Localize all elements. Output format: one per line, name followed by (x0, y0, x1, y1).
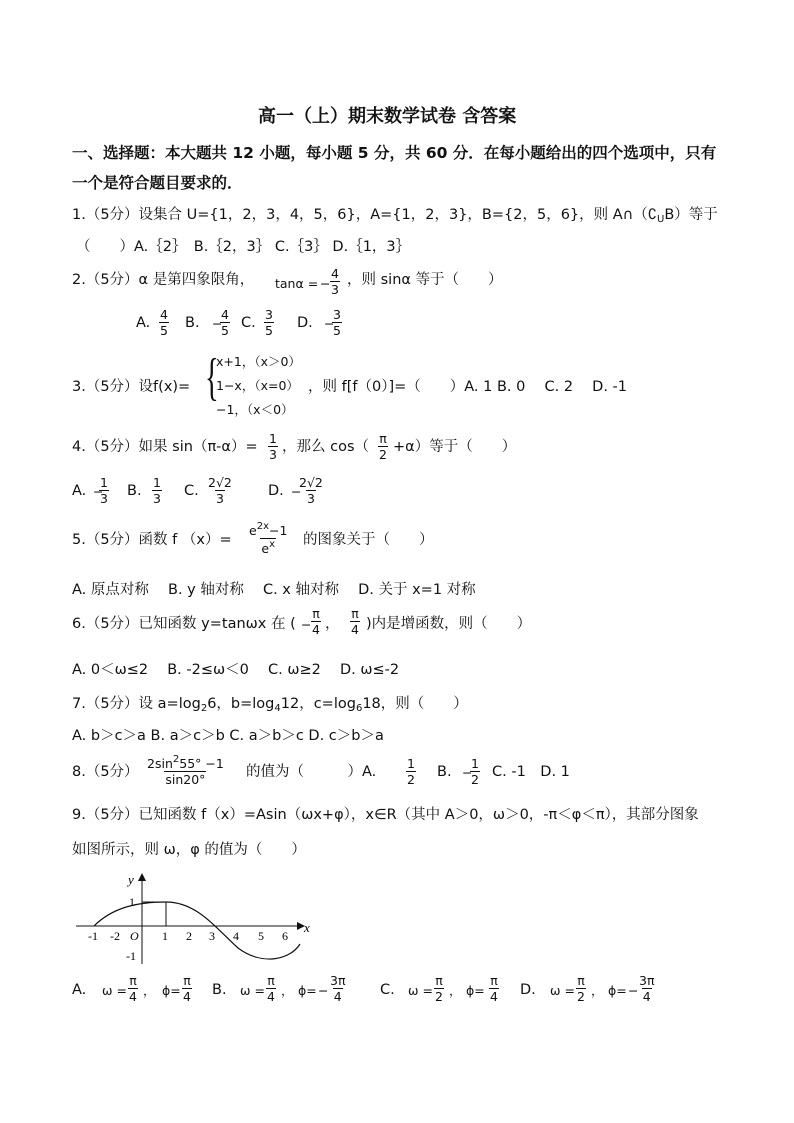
q8-num (146, 755, 225, 771)
q8-b-neg: − (462, 765, 473, 780)
x-axis-label: x (304, 920, 310, 935)
q1-complement-sub: U (657, 214, 665, 225)
question-7-options: A. b＞c＞a B. a＞c＞b C. a＞b＞c D. c＞b＞a (72, 728, 384, 744)
q2-option-c-label: C. (241, 315, 256, 331)
question-6-options: A. 0＜ω≤2 B. -2≤ω＜0 C. ω≥2 D. ω≤-2 (72, 662, 400, 678)
q4-option-d-label: D. (268, 483, 284, 499)
q9-d-w-den: 2 (577, 989, 585, 1005)
q4-option-c-frac (207, 476, 233, 505)
q2-tan: tanα = (275, 276, 319, 291)
q8-b-den: 2 (471, 772, 479, 788)
x-tick-5: 5 (258, 929, 264, 943)
q2-option-b-label: B. (185, 315, 200, 331)
x-tick-1: 1 (162, 929, 168, 943)
q8-option-a-frac (406, 757, 416, 786)
q9-a-phi: ϕ= (162, 983, 181, 998)
q7-b: 6，b=log (207, 696, 275, 712)
q9-c-comma: ， (449, 983, 462, 998)
q4-f1-den: 3 (269, 447, 277, 463)
sine-graph (68, 868, 328, 968)
q9-c-w-den: 2 (435, 989, 443, 1005)
q5-den-sup: x (269, 539, 276, 551)
q4-option-b-label: B. (127, 483, 142, 499)
q5-den-base: e (261, 541, 270, 557)
x-tick-6: 6 (282, 929, 288, 943)
q4-f2-den: 2 (379, 447, 387, 463)
q8-a-den: 2 (407, 772, 415, 788)
q4-option-a-label: A. (72, 483, 87, 499)
question-3-rest: ，则 f[f（0）]=（ ）A. 1 B. 0 C. 2 D. -1 (308, 379, 627, 395)
q7-sub-3: 6 (355, 703, 363, 714)
q4-a-neg: − (93, 484, 104, 499)
section-header-line1: 一、选择题：本大题共 12 小题，每小题 5 分，共 60 分．在每小题给出的四个选项中，只有 (72, 144, 717, 162)
q2-a-num: 4 (160, 307, 168, 322)
q9-a-omega-frac (128, 974, 138, 1003)
q2-option-c-frac (264, 308, 274, 337)
question-9-line1: 9.（5分）已知函数 f（x）=Asin（ωx+φ），x∈R（其中 A＞0，ω＞0，-π＜φ＜π），其部分图象 (72, 807, 699, 823)
question-2-stem-b: ，则 sinα 等于（ ） (347, 272, 503, 288)
q6-f2-num: π (351, 606, 359, 621)
q9-c-omega-frac (434, 974, 444, 1003)
x-tick-2: 2 (186, 929, 192, 943)
q9-c-w-num: π (435, 973, 443, 988)
q9-b-omega: ω = (240, 983, 265, 998)
q4-f2-num: π (379, 431, 387, 446)
q8-den: sin20° (165, 772, 206, 788)
q9-b-w-num: π (267, 973, 275, 988)
q4-frac-1 (268, 432, 278, 461)
q4-option-b-frac (152, 476, 162, 505)
q9-b-comma: ， (281, 983, 294, 998)
q9-b-p-den: 4 (333, 989, 342, 1005)
q2-frac-num: 4 (331, 266, 339, 281)
question-8-rest: C. -1 D. 1 (492, 764, 570, 780)
q5-num-sup: 2x (256, 521, 269, 532)
q7-sub-2: 4 (274, 703, 281, 714)
q4-d-neg: − (291, 484, 302, 499)
question-7-stem (72, 697, 468, 714)
q9-a-p-den: 4 (183, 989, 191, 1005)
question-5-options: A. 原点对称 B. y 轴对称 C. x 轴对称 D. 关于 x=1 对称 (72, 582, 476, 598)
x-tick-3: 3 (209, 929, 215, 943)
question-1-line1 (72, 208, 718, 225)
q2-d-num: 3 (333, 307, 341, 322)
q7-d: 18，则（ ） (362, 696, 468, 712)
q5-num-base: e (249, 523, 257, 538)
q1-text-end: B）等于 (664, 207, 718, 223)
q2-option-d-label: D. (297, 315, 313, 331)
q6-f2-den: 4 (351, 622, 359, 638)
question-8-stem-a: 8.（5分） (72, 764, 139, 780)
q9-c-omega: ω = (408, 983, 433, 998)
q9-c-p-den: 4 (490, 989, 498, 1005)
q9-c-phi-frac (489, 974, 499, 1003)
q3-case-1: x+1，（x＞0） (216, 354, 301, 369)
origin-label: O (130, 929, 139, 943)
q9-a-comma: ， (143, 983, 156, 998)
q2-b-den: 5 (221, 323, 229, 339)
q7-sub-1: 2 (200, 703, 208, 714)
q8-fraction (146, 755, 225, 786)
q5-fraction (248, 522, 288, 555)
q2-frac-den: 3 (331, 282, 339, 298)
q9-b-w-den: 4 (267, 989, 275, 1005)
q6-comma: ， (325, 616, 340, 632)
question-2-stem-a: 2.（5分）α 是第四象限角， (72, 272, 255, 288)
q2-b-num: 4 (221, 307, 229, 322)
q9-d-phi-frac (638, 974, 655, 1003)
y-axis-label: y (128, 872, 134, 887)
q9-c-p-num: π (490, 973, 498, 988)
x-tick-neg1: -1 (88, 929, 98, 943)
q6-f1-num: π (312, 606, 320, 621)
q5-den (260, 538, 276, 555)
q2-neg: − (320, 276, 331, 291)
q6-frac-2 (350, 607, 360, 636)
q2-option-a-label: A. (136, 315, 151, 331)
q4-d-num: 2√2 (299, 475, 323, 490)
q8-option-b-frac (470, 757, 480, 786)
q4-a-den: 3 (100, 491, 108, 507)
q6-neg: − (301, 617, 312, 632)
q4-b-num: 1 (153, 475, 161, 490)
q4-frac-2 (378, 432, 388, 461)
q2-d-neg: − (324, 316, 335, 331)
section-header-line2: 一个是符合题目要求的． (72, 174, 243, 192)
q9-b-neg: − (318, 983, 329, 998)
q4-b-den: 3 (153, 491, 161, 507)
q9-a-w-den: 4 (129, 989, 137, 1005)
q8-option-b-label: B. (437, 764, 452, 780)
q2-option-b-frac (220, 308, 230, 337)
q6-f1-den: 4 (312, 622, 320, 638)
q1-text: 1.（5分）设集合 U={1，2，3，4，5，6}，A={1，2，3}，B={2，5，6}，则 A∩（∁ (72, 207, 658, 223)
q4-a-num: 1 (100, 475, 108, 490)
q9-d-phi: ϕ= (608, 983, 627, 998)
q2-d-den: 5 (333, 323, 341, 339)
q2-option-a-frac (159, 308, 169, 337)
q3-case-3: −1，（x＜0） (216, 402, 294, 417)
q9-b-phi-frac (329, 974, 346, 1003)
q4-option-a-frac (99, 476, 109, 505)
q9-b-omega-frac (266, 974, 276, 1003)
question-4-stem-a: 4.（5分）如果 sin（π-α）= (72, 439, 258, 455)
q9-option-b-label: B. (212, 982, 227, 998)
question-5-stem-b: 的图象关于（ ） (303, 532, 434, 548)
q9-d-omega: ω = (550, 983, 575, 998)
q8-a-num: 1 (407, 756, 415, 771)
q9-d-omega-frac (576, 974, 586, 1003)
y-tick-neg1: -1 (126, 949, 136, 963)
q8-num-sup: 2 (172, 754, 180, 765)
question-4-stem-b: ，那么 cos（ (282, 439, 370, 455)
q9-option-c-label: C. (380, 982, 395, 998)
q2-option-d-frac (332, 308, 342, 337)
q9-d-p-den: 4 (642, 989, 651, 1005)
question-8-stem-b: 的值为（ ）A. (246, 764, 377, 780)
q4-d-den: 3 (306, 491, 315, 507)
q3-case-2: 1−x，（x=0） (216, 378, 299, 393)
q9-a-w-num: π (129, 973, 137, 988)
q4-f1-num: 1 (269, 431, 277, 446)
q9-c-phi: ϕ= (466, 983, 485, 998)
q8-b-num: 1 (471, 756, 479, 771)
x-tick-4: 4 (233, 929, 239, 943)
q4-c-num: 2√2 (208, 475, 232, 490)
q9-option-d-label: D. (520, 982, 536, 998)
question-5-stem-a: 5.（5分）函数 f （x）= (72, 532, 232, 548)
q9-b-p-num: 3π (330, 973, 346, 988)
q2-c-num: 3 (265, 307, 273, 322)
q2-a-den: 5 (160, 323, 168, 339)
q5-num (248, 522, 288, 538)
q4-option-d-frac (298, 476, 324, 505)
q8-num-tail: 55° −1 (179, 756, 224, 771)
q4-c-den: 3 (215, 491, 224, 507)
q9-option-a-label: A. (72, 982, 87, 998)
q9-a-omega: ω = (102, 983, 127, 998)
question-6-stem-b: )内是增函数，则（ ） (366, 616, 532, 632)
question-6-stem-a: 6.（5分）已知函数 y=tanωx 在 ( (72, 616, 296, 632)
page-title: 高一（上）期末数学试卷 含答案 (258, 106, 517, 127)
sine-curve (94, 902, 300, 959)
question-3-stem: 3.（5分）设f(x)= (72, 379, 191, 395)
q9-d-w-num: π (577, 973, 585, 988)
q7-c: 12，c=log (280, 696, 356, 712)
q5-num-tail: −1 (268, 523, 288, 538)
q9-d-p-num: 3π (639, 973, 655, 988)
q9-b-phi: ϕ= (298, 983, 317, 998)
x-tick-neg2: -2 (110, 929, 120, 943)
q2-b-neg: − (212, 316, 223, 331)
q2-c-den: 5 (265, 323, 273, 339)
q3-brace: { (205, 349, 219, 406)
q2-fraction (330, 267, 340, 296)
q9-a-phi-frac (182, 974, 192, 1003)
q9-d-neg: − (628, 983, 639, 998)
q9-a-p-num: π (183, 973, 191, 988)
question-9-line2: 如图所示，则 ω，φ 的值为（ ） (72, 842, 306, 858)
q9-d-comma: ， (591, 983, 604, 998)
q4-option-c-label: C. (184, 483, 199, 499)
q8-num-base: 2sin (147, 756, 173, 771)
question-4-stem-c: +α）等于（ ） (393, 439, 517, 455)
q7-a: 7.（5分）设 a=log (72, 696, 201, 712)
question-1-options: （ ）A.｛2｝ B.｛2，3｝ C.｛3｝ D.｛1，3｝ (76, 239, 411, 255)
y-tick-1: 1 (129, 895, 135, 909)
q6-frac-1 (311, 607, 321, 636)
